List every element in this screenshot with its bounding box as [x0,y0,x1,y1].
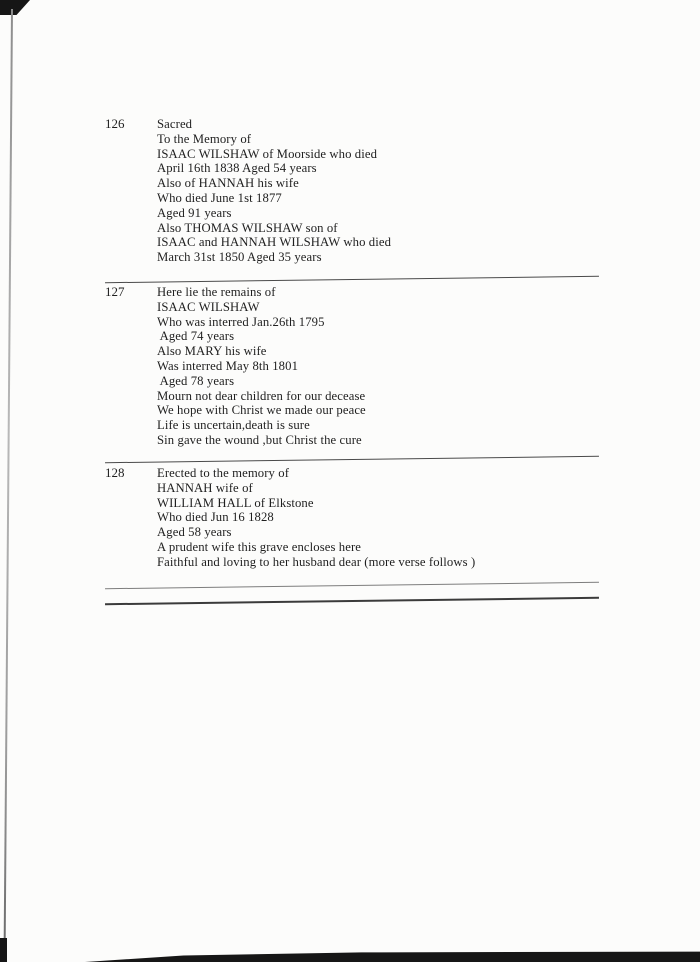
inscription-line: Aged 78 years [157,373,235,388]
inscription-line: Mourn not dear children for our decease [157,388,366,403]
inscription-line: Aged 58 years [157,525,232,540]
inscription-line: Life is uncertain,death is sure [157,418,310,433]
scan-artifact-top-left-corner [0,0,30,15]
inscription-line: Erected to the memory of [157,466,290,480]
inscription-line: To the Memory of [157,131,252,146]
inscription-line: HANNAH wife of [157,480,253,495]
inscription-text-block [157,466,475,570]
entry-number: 128 [105,465,125,480]
inscription-line: Was interred May 8th 1801 [157,358,299,373]
inscription-line: WILLIAM HALL of Elkstone [157,495,314,510]
footer-rule-line [105,597,599,605]
memorial-entry-127 [105,285,366,448]
entry-number: 127 [105,284,125,299]
entry-separator-line [105,456,599,463]
inscription-text-block [157,285,366,448]
memorial-entry-128 [105,466,475,570]
footer-rule-line [105,582,599,589]
inscription-line: ISAAC WILSHAW of Moorside who died [157,146,378,161]
inscription-line: ISAAC and HANNAH WILSHAW who died [157,235,392,250]
entry-number: 126 [105,116,125,131]
entry-separator-line [105,276,599,283]
inscription-line: Who died Jun 16 1828 [157,510,274,525]
inscription-line: A prudent wife this grave encloses here [157,539,362,554]
inscription-line: Aged 74 years [157,329,235,344]
inscription-line: We hope with Christ we made our peace [157,403,366,418]
inscription-line: Also MARY his wife [157,344,267,359]
inscription-line: April 16th 1838 Aged 54 years [157,161,317,176]
inscription-line: March 31st 1850 Aged 35 years [157,250,322,265]
inscription-line: Faithful and loving to her husband dear (more verse follows ) [157,554,476,569]
inscription-line: Here lie the remains of [157,285,276,299]
scan-artifact-bottom-left [0,938,7,962]
inscription-line: ISAAC WILSHAW [157,299,260,314]
memorial-entry-126 [105,117,391,265]
inscription-line: Who was interred Jan.26th 1795 [157,314,325,329]
scan-artifact-bottom-band [85,949,700,962]
inscription-line: Sacred [157,117,193,131]
inscription-line: Who died June 1st 1877 [157,190,282,205]
inscription-line: Also of HANNAH his wife [157,176,299,191]
scan-page-edge-line [4,9,13,951]
inscription-line: Aged 91 years [157,205,232,220]
inscription-line: Also THOMAS WILSHAW son of [157,220,338,235]
inscription-text-block [157,117,391,265]
inscription-line: Sin gave the wound ,but Christ the cure [157,432,362,447]
